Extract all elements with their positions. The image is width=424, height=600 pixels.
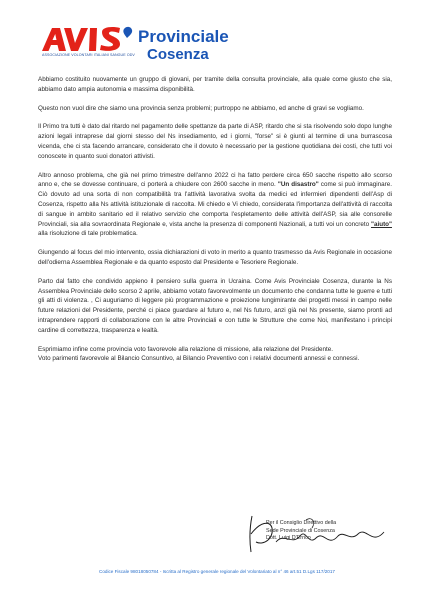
paragraph-4: [38, 171, 392, 240]
avis-logo-letters: [42, 27, 120, 51]
footer-legal-text: Codice Fiscale 98018050784 - Iscritta al Registro generale regionale del Volontariato al n° 46 art.51 D.Lgs 117/2017: [99, 569, 335, 574]
avis-logo: [40, 26, 136, 52]
letter-body: [38, 75, 392, 364]
title-cosenza: Cosenza: [147, 46, 209, 63]
signature-line-2: Sede Provinciale di Cosenza: [266, 527, 335, 534]
letterhead: [38, 22, 418, 70]
paragraph-2: Questo non vuol dire che siamo una provincia senza problemi; purtroppo ne abbiamo, ed anche di gravi se vogliamo.: [38, 104, 364, 112]
paragraph-4-a: Altro annoso problema, che già nel primo trimestre dell'anno 2022 ci ha fatto perdere circa 650 sacche rispetto allo scorso anno e, che se dovesse continuare, ci porterà a chiudere con 2600 sacche in meno.: [38, 171, 392, 189]
emphasis-disastro: "Un disastro": [277, 181, 319, 189]
emphasis-aiuto: "aiuto": [370, 220, 392, 228]
signature-name: Dott. Luigi D'Errico: [266, 535, 311, 542]
paragraph-7: [38, 345, 392, 365]
paragraph-4-c: come si può immaginare. Ciò dovuto ad una sorta di non compatibilità tra l'attività lavorativa svolta da medici ed infermieri dipendenti dell'Asp di Cosenza, rispetto alla Ns attività istituzionale di raccolta. Mi chiedo e Vi chiedo, considerata l'importanza dell'attività di raccolta di sangue in ambito sanitario ed il relativo servizio che comporta l'espletamento delle attività dell'ASP, sia alle consorelle Provinciali, sia alla sovraordinata Regionale e, vista anche la presenza di componenti Nazionali, a tutti voi un concreto: [38, 181, 392, 228]
drop-icon: [123, 27, 132, 38]
paragraph-7-line-2: Voto parimenti favorevole al Bilancio Consuntivo, al Bilancio Preventivo con i relativi documenti annessi e connessi.: [38, 355, 360, 363]
paragraph-5: Giungendo al focus del mio intervento, ossia dichiarazioni di voto in merito a quanto trasmesso da Avis Regionale in occasione dell'odierna Assemblea Regionale e da quanto esposto dal Presidente e Tesoriere Regionale.: [38, 249, 392, 266]
paragraph-7-line-1: Esprimiamo infine come provincia voto favorevole alla relazione di missione, alla relazione del Presidente.: [38, 345, 334, 353]
paragraph-6: Parto dal fatto che condivido appieno il pensiero sulla guerra in Ucraina. Come Avis Provinciale Cosenza, durante la Ns Assemblea Provinciale dello scorso 2 aprile, abbiamo votato favorevolmente un documento che condanna tutte le guerre e tutti gli atti di violenza. , Ci auguriamo di leggere più programmazione e proiezione lungimirante dei progetti messi in campo nelle future relazioni del Presidente, perché ci piace guardare al futuro e, nel Ns futuro, anzi già nel Ns presente, siamo pronti ad intraprendere rapporti di collaborazione con le altre Provinciali e con tutte le Strutture che come Noi, manifestano i principi cardine di correttezza, trasparenza e lealtà.: [38, 277, 392, 334]
title-provinciale: Provinciale: [138, 27, 229, 46]
paragraph-4-e: alla risoluzione di tale problematica.: [38, 230, 138, 238]
logo-subtitle: ASSOCIAZIONE VOLONTARI ITALIANI SANGUE ODV: [42, 53, 135, 57]
paragraph-1: Abbiamo costituito nuovamente un gruppo di giovani, per tramite della consulta provinciale, alla quale come giusto che sia, abbiamo dato ampia autonomia e massima disponibilità.: [38, 76, 392, 93]
signature-line-1: Per il Consiglio Direttivo della: [266, 520, 337, 526]
signature-block: [266, 520, 376, 543]
paragraph-3: Il Primo tra tutti è dato dal ritardo nel pagamento delle spettanze da parte di ASP, ritardo che si sta risolvendo solo dopo lunghe azioni legali intraprese dal giorni stesso del Ns insediamento, ed i giorni, "forse" si è giunti al termine di una burrascosa vicenda, che ci sta facendo arrancare, considerato che il dovuto è necessario per la gestione quotidiana dei costi, che tutti voi conoscete in quanto suoi donatori attivisti.: [38, 123, 392, 160]
